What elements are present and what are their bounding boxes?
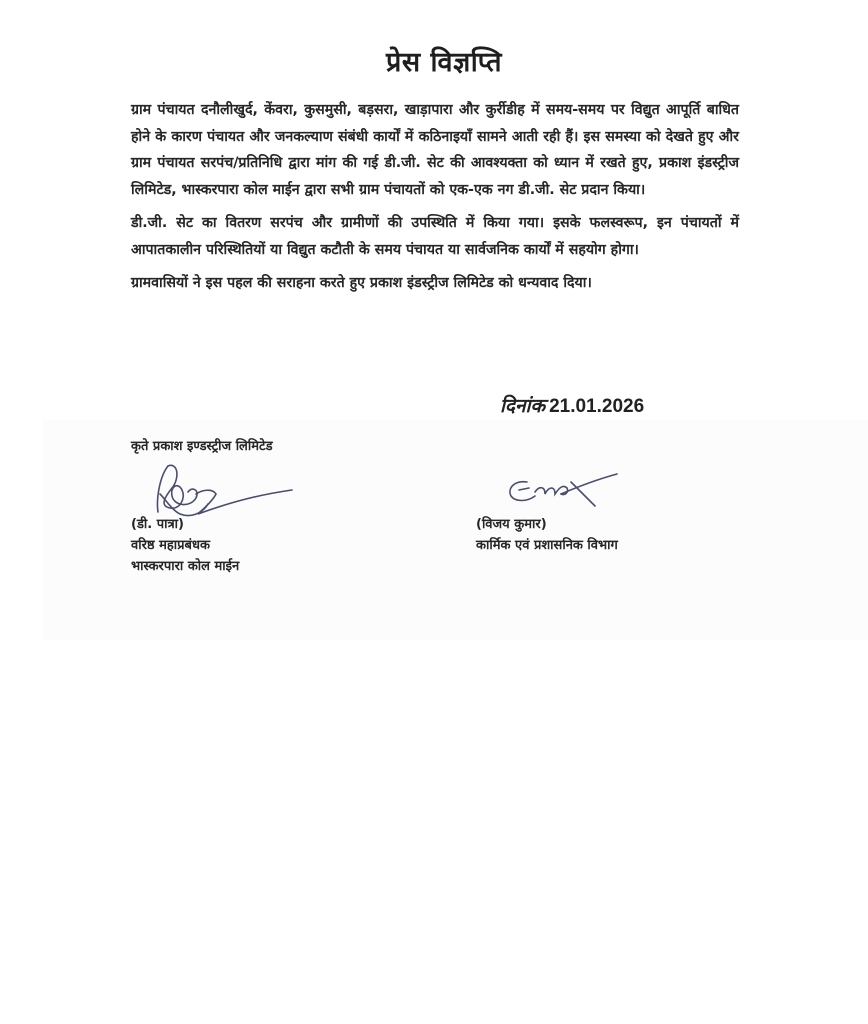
right-signature [505, 470, 620, 510]
right-signatory-name: (विजय कुमार) [476, 517, 547, 532]
left-signatory-header [131, 436, 273, 457]
left-signatory-details [131, 514, 239, 577]
paragraph-3: ग्रामवासियों ने इस पहल की सराहना करते हुए प्रकाश इंडस्ट्रीज लिमिटेड को धन्यवाद दिया। [131, 275, 592, 291]
on-behalf-of-company: कृते प्रकाश इण्डस्ट्रीज लिमिटेड [131, 439, 273, 454]
press-release-body [131, 97, 739, 304]
paragraph-1: ग्राम पंचायत दनौलीखुर्द, केंवरा, कुसमुसी, बड़सरा, खाड़ापारा और कुर्रीडीह में समय-समय पर विद्युत आपूर्ति बाधित होने के कारण पंचायत और जनकल्याण संबंधी कार्यों में कठिनाइयाँ सामने आती रही हैं। इस समस्या को देखते हुए और ग्राम पंचायत सरपंच/प्रतिनिधि द्वारा मांग की गई डी.जी. सेट की आवश्यक्ता को ध्यान में रखते हुए, प्रकाश इंडस्ट्रीज लिमिटेड, भास्करपारा कोल माईन द्वारा सभी ग्राम पंचायतों को एक-एक नग डी.जी. सेट प्रदान किया। [131, 102, 739, 198]
left-signatory-designation: वरिष्ठ महाप्रबंधक [131, 538, 210, 553]
left-signatory-name: (डी. पात्रा) [131, 517, 184, 532]
left-signatory-office: भास्करपारा कोल माईन [131, 559, 240, 574]
paragraph-2: डी.जी. सेट का वितरण सरपंच और ग्रामीणों की उपस्थिति में किया गया। इसके फलस्वरूप, इन पंचायतों में आपातकालीन परिस्थितियों या विद्युत कटौती के समय पंचायत या सार्वजनिक कार्यों में सहयोग होगा। [131, 215, 739, 258]
page-title: प्रेस विज्ञप्ति [385, 47, 503, 79]
left-signature [150, 458, 300, 520]
date-label: दिनांक [500, 395, 546, 417]
date-line [500, 392, 644, 418]
right-signatory-department: कार्मिक एवं प्रशासनिक विभाग [476, 538, 618, 553]
date-value: 21.01.2026 [549, 396, 645, 417]
right-signatory-details [476, 514, 618, 556]
